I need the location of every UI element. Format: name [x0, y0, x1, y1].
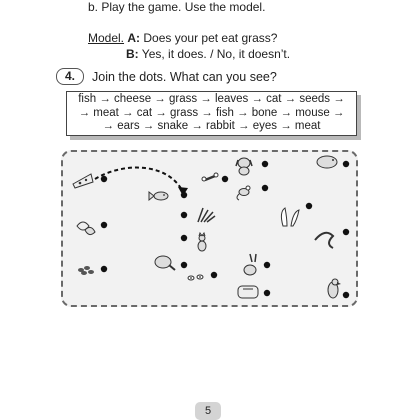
- dot[interactable]: [264, 262, 270, 268]
- model-dialogue: [88, 30, 290, 62]
- model-label: Model.: [88, 31, 125, 45]
- task-instruction: Join the dots. What can you see?: [92, 69, 277, 84]
- dot[interactable]: [101, 266, 107, 272]
- dot[interactable]: [181, 192, 187, 198]
- dog-icon: [236, 158, 252, 175]
- join-dots-canvas: [63, 152, 356, 305]
- page-number: 5: [195, 402, 221, 420]
- meat-icon: [155, 256, 175, 270]
- dot[interactable]: [262, 161, 268, 167]
- parrot-icon: [328, 279, 341, 298]
- dot[interactable]: [181, 262, 187, 268]
- cheese-icon: [73, 174, 93, 188]
- leaves-icon: [77, 222, 95, 235]
- sequence-line-1: fish → cheese → grass → leaves → cat → seeds →: [78, 93, 345, 105]
- grass-icon: [198, 208, 215, 222]
- model-line-b: [88, 46, 290, 62]
- fish-icon: [149, 192, 168, 200]
- speaker-b-label: B:: [126, 47, 139, 61]
- task-number-badge: 4.: [56, 68, 84, 85]
- cat-icon: [198, 233, 206, 251]
- dot[interactable]: [262, 185, 268, 191]
- snake-icon: [315, 233, 333, 248]
- dot[interactable]: [101, 222, 107, 228]
- dots-group: [101, 161, 349, 298]
- speaker-a-label: A:: [127, 31, 141, 45]
- sequence-line-3: → ears → snake → rabbit → eyes → meat: [102, 120, 321, 132]
- model-answer: Yes, it does. / No, it doesn’t.: [141, 47, 291, 61]
- dot[interactable]: [343, 161, 349, 167]
- rabbit-ears-icon: [281, 208, 299, 226]
- word-sequence-box: [66, 91, 357, 136]
- dot[interactable]: [101, 176, 107, 182]
- dot[interactable]: [181, 235, 187, 241]
- dot[interactable]: [264, 290, 270, 296]
- eyes-icon: [188, 275, 203, 280]
- model-question: Does your pet eat grass?: [143, 31, 278, 45]
- bread-icon: [238, 286, 258, 298]
- task-heading: [56, 68, 277, 85]
- rabbit-icon: [244, 254, 256, 275]
- part-b-instruction: b. Play the game. Use the model.: [88, 0, 266, 14]
- bone-icon: [202, 173, 218, 181]
- dot[interactable]: [306, 203, 312, 209]
- dot[interactable]: [181, 212, 187, 218]
- sequence-line-2: → meat → cat → grass → fish → bone → mouse →: [78, 106, 345, 119]
- mouse-icon: [237, 186, 250, 200]
- seeds-icon: [78, 266, 94, 275]
- join-dots-frame: [61, 150, 358, 307]
- dot[interactable]: [211, 272, 217, 278]
- dot[interactable]: [343, 292, 349, 298]
- hamster-icon: [317, 156, 337, 168]
- dot[interactable]: [343, 229, 349, 235]
- example-connection-line: [95, 168, 183, 192]
- dot[interactable]: [222, 176, 228, 182]
- model-line-a: [88, 30, 290, 46]
